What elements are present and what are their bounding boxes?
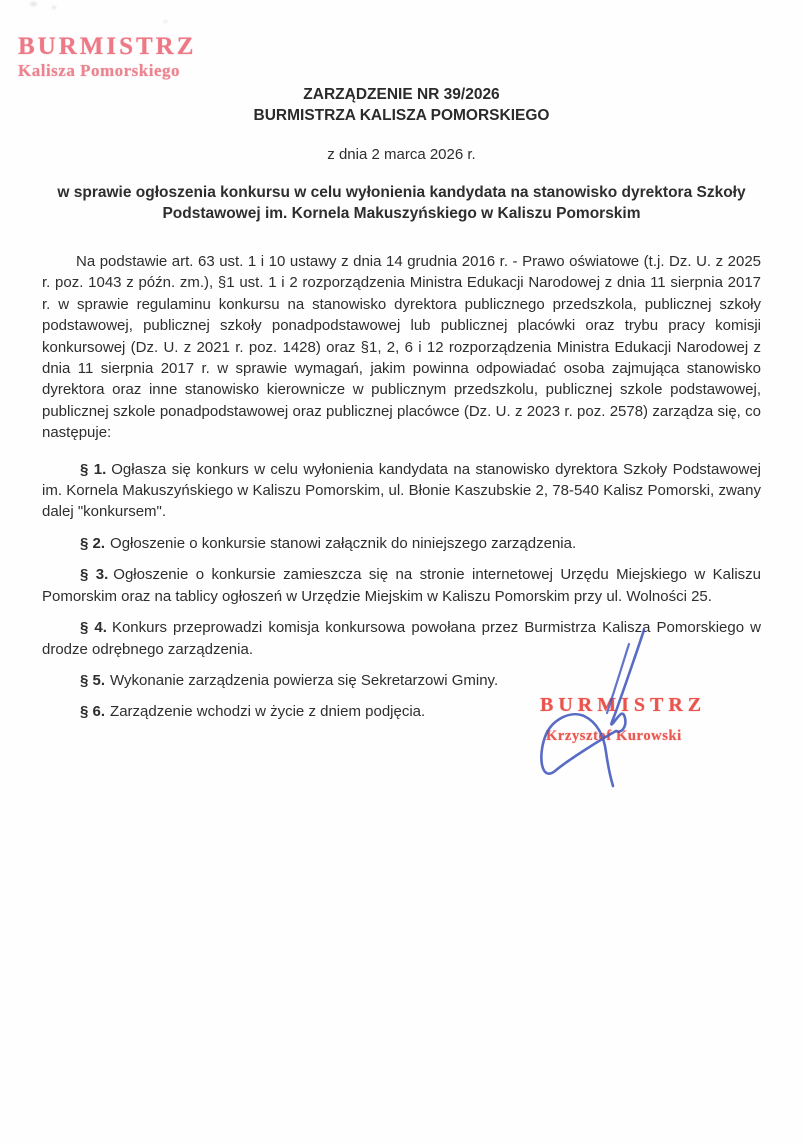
section-marker: § 3.	[80, 566, 109, 584]
signature-stamp-name: Krzysztof Kurowski	[546, 728, 682, 744]
issuing-authority-title: BURMISTRZA KALISZA POMORSKIEGO	[253, 107, 550, 124]
section-text: Ogłoszenie o konkursie zamieszcza się na stronie internetowej Urzędu Miejskiego w Kaliszu Pomorskim oraz na tablicy ogłoszeń w Urzędzie Miejskim w Kaliszu Pomorskim przy ul. Wolności 25.	[42, 566, 761, 605]
section-marker: § 2.	[80, 534, 106, 552]
section-text: Wykonanie zarządzenia powierza się Sekretarzowi Gminy.	[110, 671, 499, 689]
scan-speck	[30, 2, 37, 6]
section-marker: § 5.	[80, 671, 106, 689]
handwritten-signature-ink	[522, 614, 702, 794]
section-paragraph-2	[42, 533, 761, 554]
section-text: Konkurs przeprowadzi komisja konkursowa powołana przez Burmistrza Kalisza Pomorskiego w drodze odrębnego zarządzenia.	[42, 619, 761, 658]
ordinance-subject: w sprawie ogłoszenia konkursu w celu wyłonienia kandydata na stanowisko dyrektora Szkoły Podstawowej im. Kornela Makuszyńskiego w Kaliszu Pomorskim	[57, 184, 746, 222]
scan-speck	[52, 6, 56, 9]
section-marker: § 6.	[80, 703, 106, 721]
section-marker: § 1.	[80, 460, 107, 478]
legal-basis-preamble: Na podstawie art. 63 ust. 1 i 10 ustawy z dnia 14 grudnia 2016 r. - Prawo oświatowe (t.j. Dz. U. z 2025 r. poz. 1043 z późn. zm.), §1 ust. 1 i 2 rozporządzenia Ministra Edukacji Narodowej z dnia 11 sierpnia 2017 r. w sprawie regulaminu konkursu na stanowisko dyrektora publicznego przedszkola, publicznej szkoły podstawowej, publicznej szkoły ponadpodstawowej lub publicznej placówki oraz trybu pracy komisji konkursowej (Dz. U. z 2021 r. poz. 1428) oraz §1, 2, 6 i 12 rozporządzenia Ministra Edukacji Narodowej z dnia 11 sierpnia 2017 r. w sprawie wymagań, jakim powinna odpowiadać osoba zajmująca stanowisko dyrektora oraz inne stanowisko kierownicze w publicznym przedszkolu, publicznej szkole podstawowej, publicznej szkole ponadpodstawowej oraz publicznej placówce (Dz. U. z 2023 r. poz. 2578) zarządza się, co następuje:	[42, 253, 761, 442]
ordinance-date: z dnia 2 marca 2026 r.	[327, 146, 476, 163]
scan-speck	[163, 20, 168, 23]
section-text: Ogłoszenie o konkursie stanowi załącznik do niniejszego zarządzenia.	[110, 534, 577, 552]
section-paragraph-3	[42, 564, 761, 607]
office-header-stamp	[18, 34, 196, 81]
section-paragraph-1	[42, 459, 761, 523]
section-text: Ogłasza się konkurs w celu wyłonienia kandydata na stanowisko dyrektora Szkoły Podstawowej im. Kornela Makuszyńskiego w Kaliszu Pomorskim, ul. Błonie Kaszubskie 2, 78-540 Kalisz Pomorski, zwany dalej "konkursem".	[42, 460, 761, 521]
signature-stamp-title: BURMISTRZ	[540, 694, 707, 716]
section-marker: § 4.	[80, 619, 107, 637]
ordinance-number-title: ZARZĄDZENIE NR 39/2026	[303, 86, 500, 103]
stamp-office-title: BURMISTRZ	[18, 33, 197, 60]
section-text: Zarządzenie wchodzi w życie z dniem podjęcia.	[110, 703, 426, 721]
stamp-office-subtitle: Kalisza Pomorskiego	[18, 61, 181, 80]
